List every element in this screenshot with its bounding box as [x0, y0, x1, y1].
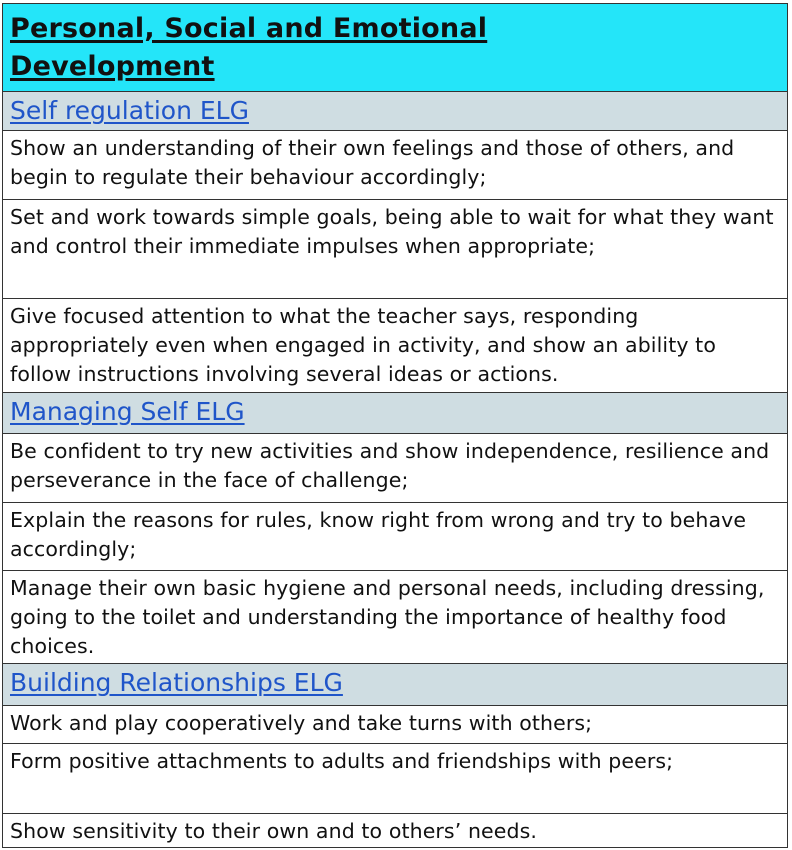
table-title-line-1: Personal, Social and Emotional: [10, 13, 488, 44]
table-title: [10, 10, 783, 86]
item-text: Work and play cooperatively and take turns with others;: [10, 711, 593, 735]
item-text: Explain the reasons for rules, know right from wrong and try to behave accordingly;: [10, 508, 747, 561]
section-link-self-regulation[interactable]: Self regulation ELG: [10, 96, 249, 125]
item-text: Form positive attachments to adults and friendships with peers;: [10, 749, 674, 773]
item-text: Be confident to try new activities and show independence, resilience and perseverance in the face of challenge;: [10, 439, 770, 492]
item-text: Set and work towards simple goals, being able to wait for what they want and control their immediate impulses when appropriate;: [10, 205, 774, 258]
list-item: [2, 570, 788, 663]
list-item: [2, 433, 788, 502]
table-title-line-2: Development: [10, 51, 215, 82]
item-text: Show sensitivity to their own and to others’ needs.: [10, 819, 537, 843]
list-item: [2, 298, 788, 392]
table-title-cell: [2, 3, 788, 91]
list-item: [2, 705, 788, 743]
section-link-managing-self[interactable]: Managing Self ELG: [10, 397, 245, 426]
list-item: [2, 743, 788, 813]
section-header-building-relationships: [2, 663, 788, 705]
list-item: [2, 199, 788, 298]
item-text: Give focused attention to what the teacher says, responding appropriately even when engaged in activity, and show an ability to follow instructions involving several ideas or actions.: [10, 304, 716, 386]
item-text: Show an understanding of their own feelings and those of others, and begin to regulate their behaviour accordingly;: [10, 136, 735, 189]
list-item: [2, 813, 788, 848]
section-header-self-regulation: [2, 91, 788, 130]
section-header-managing-self: [2, 392, 788, 433]
item-text: Manage their own basic hygiene and personal needs, including dressing, going to the toilet and understanding the importance of healthy food choices.: [10, 576, 765, 658]
list-item: [2, 130, 788, 199]
list-item: [2, 502, 788, 570]
section-link-building-relationships[interactable]: Building Relationships ELG: [10, 668, 343, 697]
